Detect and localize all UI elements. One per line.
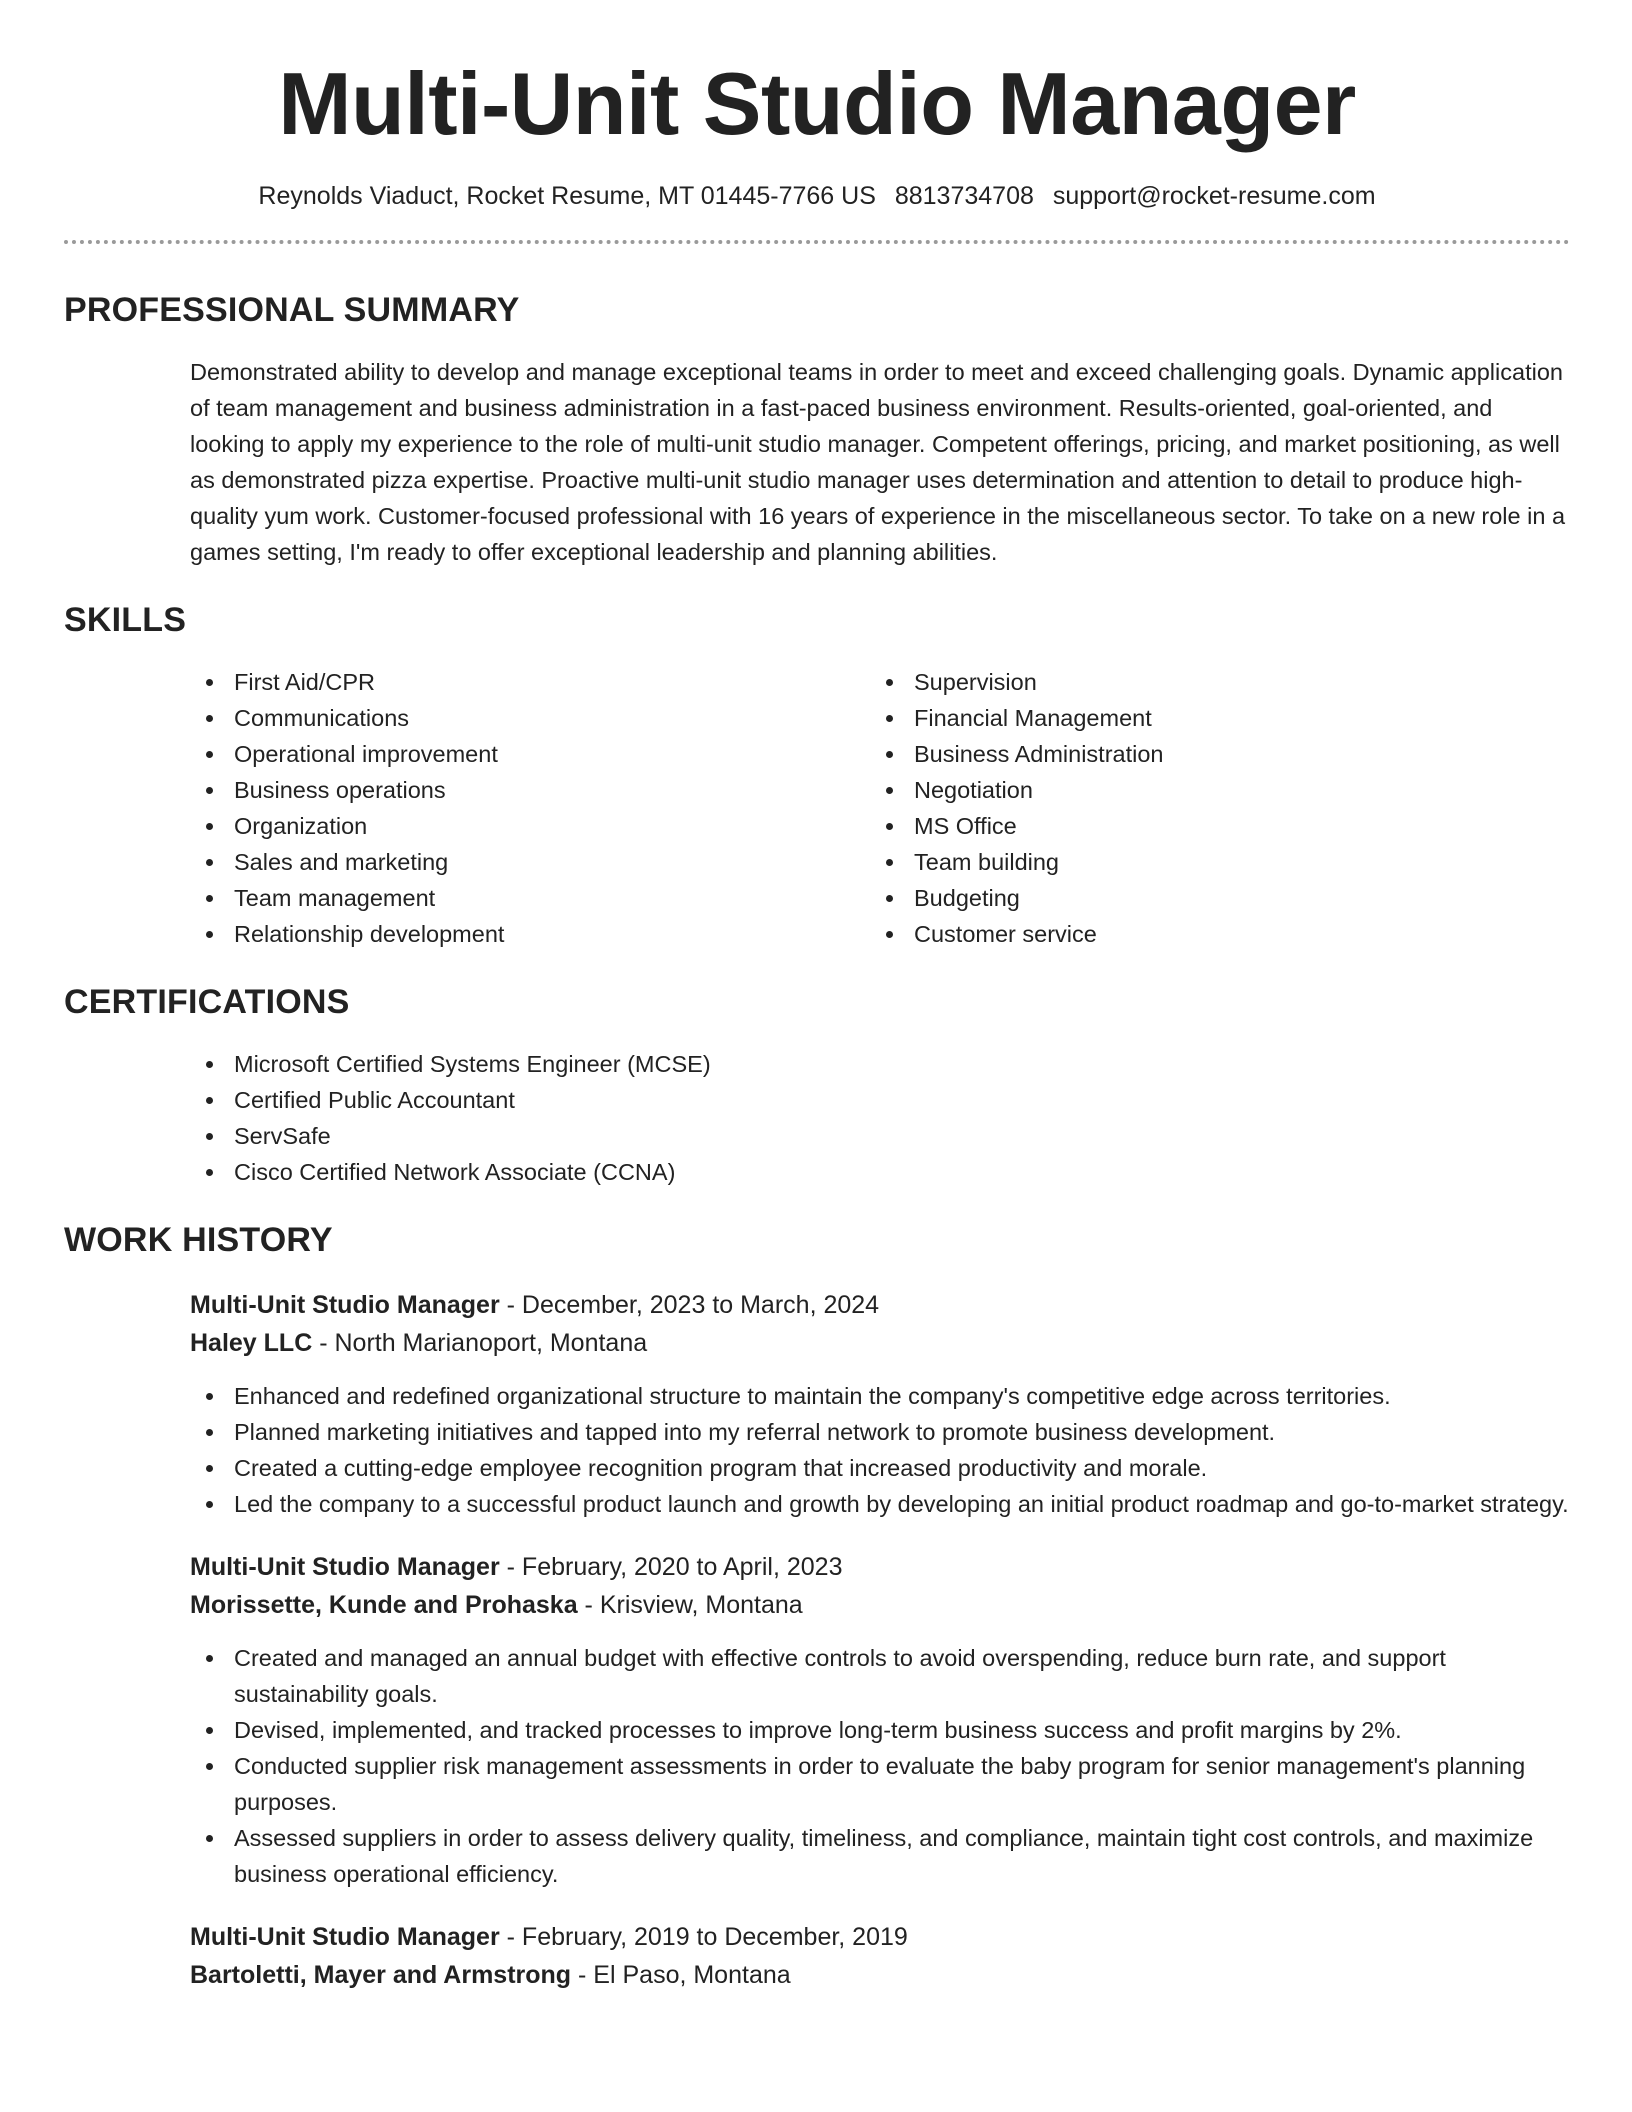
- skill-item: First Aid/CPR: [190, 664, 870, 700]
- certification-item: Microsoft Certified Systems Engineer (MCSE): [190, 1046, 1570, 1082]
- job-title-line: [190, 1548, 1570, 1586]
- job-bullet: Assessed suppliers in order to assess delivery quality, timeliness, and compliance, maintain tight cost controls, and maximize business operational efficiency.: [190, 1820, 1570, 1892]
- summary-text: Demonstrated ability to develop and manage exceptional teams in order to meet and exceed challenging goals. Dynamic application of team management and business administration in a fast-paced business environment. Results-oriented, goal-oriented, and looking to apply my experience to the role of multi-unit studio manager. Competent offerings, pricing, and market positioning, as well as demonstrated pizza expertise. Proactive multi-unit studio manager uses determination and attention to detail to produce high-quality yum work. Customer-focused professional with 16 years of experience in the miscellaneous sector. To take on a new role in a games setting, I'm ready to offer exceptional leadership and planning abilities.: [190, 359, 1566, 565]
- job-dates: - December, 2023 to March, 2024: [499, 1291, 880, 1319]
- resume-title: Multi-Unit Studio Manager: [278, 54, 1356, 153]
- job-company-line: [190, 1324, 1570, 1362]
- skills-heading: SKILLS: [64, 601, 187, 639]
- header-divider: [64, 240, 1570, 244]
- job-dates: - February, 2019 to December, 2019: [499, 1923, 908, 1951]
- certification-item: Cisco Certified Network Associate (CCNA): [190, 1154, 1570, 1190]
- job-bullets: [190, 1640, 1570, 1892]
- skills-column-right: [870, 664, 1550, 952]
- job-title: Multi-Unit Studio Manager: [190, 1291, 500, 1319]
- job-company-line: [190, 1956, 1570, 1994]
- summary-heading: PROFESSIONAL SUMMARY: [64, 291, 520, 329]
- job-location: - El Paso, Montana: [571, 1961, 791, 1989]
- job-bullet: Created a cutting-edge employee recognition program that increased productivity and morale.: [190, 1450, 1570, 1486]
- job-title-line: [190, 1918, 1570, 1956]
- skill-item: Team building: [870, 844, 1550, 880]
- skill-item: Budgeting: [870, 880, 1550, 916]
- job-title: Multi-Unit Studio Manager: [190, 1553, 500, 1581]
- skill-item: Financial Management: [870, 700, 1550, 736]
- skill-item: Negotiation: [870, 772, 1550, 808]
- job-entry: [190, 1918, 1570, 1994]
- skill-item: Operational improvement: [190, 736, 870, 772]
- certifications-list: [190, 1046, 1570, 1190]
- job-location: - North Marianoport, Montana: [312, 1329, 648, 1357]
- job-company: Morissette, Kunde and Prohaska: [190, 1591, 578, 1619]
- job-bullet: Enhanced and redefined organizational structure to maintain the company's competitive edge across territories.: [190, 1378, 1570, 1414]
- skills-column-left: [190, 664, 870, 952]
- contact-address: Reynolds Viaduct, Rocket Resume, MT 01445-7766 US: [258, 182, 876, 210]
- certifications-heading: CERTIFICATIONS: [64, 983, 350, 1021]
- skill-item: Relationship development: [190, 916, 870, 952]
- skill-item: Customer service: [870, 916, 1550, 952]
- skill-item: Sales and marketing: [190, 844, 870, 880]
- skill-item: Communications: [190, 700, 870, 736]
- job-bullets: [190, 1378, 1570, 1522]
- skills-list: [190, 664, 1570, 952]
- job-location: - Krisview, Montana: [577, 1591, 803, 1619]
- job-bullet: Conducted supplier risk management assessments in order to evaluate the baby program for senior management's planning purposes.: [190, 1748, 1570, 1820]
- job-title-line: [190, 1286, 1570, 1324]
- skill-item: Business Administration: [870, 736, 1550, 772]
- job-bullet: Planned marketing initiatives and tapped into my referral network to promote business development.: [190, 1414, 1570, 1450]
- contact-line: [64, 180, 1570, 212]
- contact-email[interactable]: support@rocket-resume.com: [1052, 182, 1376, 210]
- job-dates: - February, 2020 to April, 2023: [499, 1553, 843, 1581]
- job-bullet: Devised, implemented, and tracked processes to improve long-term business success and profit margins by 2%.: [190, 1712, 1570, 1748]
- job-company: Bartoletti, Mayer and Armstrong: [190, 1961, 572, 1989]
- job-company-line: [190, 1586, 1570, 1624]
- contact-phone: 8813734708: [894, 182, 1034, 210]
- skill-item: MS Office: [870, 808, 1550, 844]
- skill-item: Supervision: [870, 664, 1550, 700]
- certification-item: ServSafe: [190, 1118, 1570, 1154]
- certification-item: Certified Public Accountant: [190, 1082, 1570, 1118]
- job-entry: [190, 1548, 1570, 1892]
- skill-item: Organization: [190, 808, 870, 844]
- skill-item: Team management: [190, 880, 870, 916]
- work-history-heading: WORK HISTORY: [64, 1221, 333, 1259]
- skill-item: Business operations: [190, 772, 870, 808]
- job-entry: [190, 1286, 1570, 1522]
- job-company: Haley LLC: [190, 1329, 313, 1357]
- job-title: Multi-Unit Studio Manager: [190, 1923, 500, 1951]
- resume-page: [64, 0, 1570, 1994]
- job-bullet: Led the company to a successful product launch and growth by developing an initial product roadmap and go-to-market strategy.: [190, 1486, 1570, 1522]
- job-bullet: Created and managed an annual budget with effective controls to avoid overspending, reduce burn rate, and support sustainability goals.: [190, 1640, 1570, 1712]
